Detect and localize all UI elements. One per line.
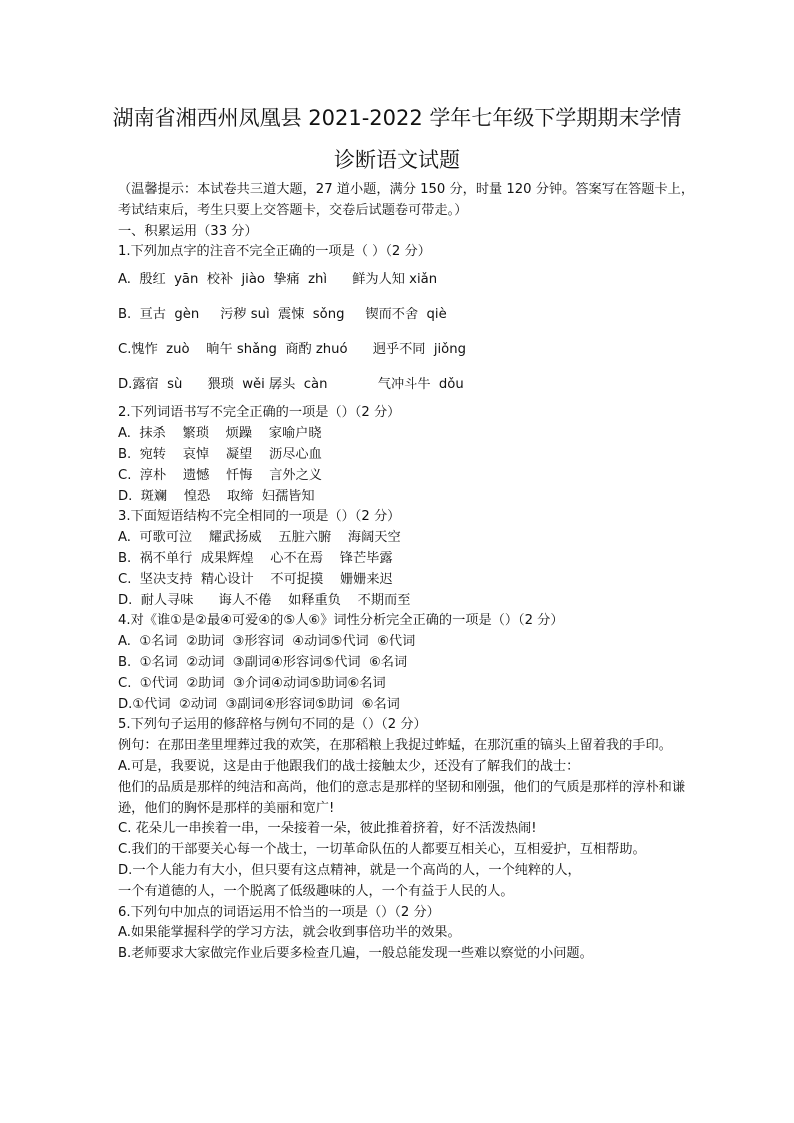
exam-content: [118, 180, 698, 965]
question-5-option-d-line2: 一个有道德的人，一个脱离了低级趣味的人，一个有益于人民的人。: [118, 883, 514, 899]
question-2-option-d: D. 斑斓 惶恐 取缔 妇孺皆知: [118, 488, 315, 504]
question-5-example: 例句：在那田垄里埋葬过我的欢笑，在那稻粮上我捉过蚱蜢，在那沉重的镐头上留着我的手印。: [118, 738, 672, 754]
question-5-option-d-line1: D.一个人能力有大小，但只要有这点精神，就是一个高尚的人，一个纯粹的人，: [118, 862, 581, 878]
question-6-stem: 6.下列句中加点的词语运用不恰当的一项是（）（2 分）: [118, 904, 440, 920]
question-4-option-a: A. ①名词 ②助词 ③形容词 ④动词⑤代词 ⑥代词: [118, 634, 416, 650]
question-4-option-b: B. ①名词 ②动词 ③副词④形容词⑤代词 ⑥名词: [118, 654, 408, 670]
question-4-option-c: C. ①代词 ②助词 ③介词④动词⑤助词⑥名词: [118, 675, 386, 691]
question-1-option-a: A. 殷红 yān 校补 jiào 挚痛 zhì 鲜为人知 xiǎn: [118, 272, 438, 288]
exam-title-line1: 湖南省湘西州凤凰县 2021-2022 学年七年级下学期期末学情: [112, 106, 682, 130]
question-1-option-c: C.愧怍 zuò 晌午 shǎng 商酌 zhuó 迥乎不同 jiǒng: [118, 341, 466, 357]
question-3-stem: 3.下面短语结构不完全相同的一项是（）（2 分）: [118, 509, 401, 525]
question-4-option-d: D.①代词 ②动词 ③副词④形容词⑤助词 ⑥名词: [118, 696, 400, 712]
question-5-option-a-line1: A.可是，我要说，这是由于他跟我们的战士接触太少，还没有了解我们的战士：: [118, 758, 580, 774]
question-5-stem: 5.下列句子运用的修辞格与例句不同的是（）（2 分）: [118, 717, 427, 733]
question-2-option-b: B. 宛转 哀悼 凝望 沥尽心血: [118, 446, 322, 462]
question-2-option-c: C. 淳朴 遗憾 忏悔 言外之义: [118, 467, 322, 483]
question-1-stem: 1.下列加点字的注音不完全正确的一项是（ ）（2 分）: [118, 244, 431, 260]
question-6-option-b: B.老师要求大家做完作业后要多检查几遍，一般总能发现一些难以察觉的小问题。: [118, 946, 593, 962]
question-3-option-a: A. 可歌可泣 耀武扬威 五脏六腑 海阔天空: [118, 530, 401, 546]
exam-title-line2: 诊断语文试题: [334, 148, 460, 172]
question-6-option-a: A.如果能掌握科学的学习方法，就会收到事倍功半的效果。: [118, 925, 461, 941]
exam-notice: （温馨提示：本试卷共三道大题，27 道小题，满分 150 分，时量 120 分钟。答案写在答题卡上，考试结束后，考生只要上交答题卡，交卷后试题卷可带走。）: [118, 182, 695, 218]
section-heading: 一、积累运用（33 分）: [118, 223, 258, 239]
question-2-stem: 2.下列词语书写不完全正确的一项是（）（2 分）: [118, 405, 401, 421]
question-1-option-d: D.露宿 sù 猥琐 wěi 孱头 càn 气冲斗牛 dǒu: [118, 376, 464, 392]
question-3-option-d: D. 耐人寻味 诲人不倦 如释重负 不期而至: [118, 592, 411, 608]
question-3-option-b: B. 祸不单行 成果辉煌 心不在焉 锋芒毕露: [118, 550, 393, 566]
question-2-option-a: A. 抹杀 繁琐 烦躁 家喻户晓: [118, 426, 322, 442]
question-5-option-a-line2: 他们的品质是那样的纯洁和高尚，他们的意志是那样的坚韧和刚强，他们的气质是那样的淳朴和谦逊，他们的胸怀是那样的美丽和宽广!: [118, 779, 686, 816]
question-3-option-c: C. 坚决支持 精心设计 不可捉摸 姗姗来迟: [118, 571, 393, 587]
question-1-option-b: B. 亘古 gèn 污秽 suì 震悚 sǒng 锲而不舍 qiè: [118, 306, 447, 322]
question-5-option-c1: C. 花朵儿一串挨着一串，一朵接着一朵，彼此推着挤着，好不活泼热闹!: [118, 821, 537, 837]
question-4-stem: 4.对《谁①是②最④可爱④的⑤人⑥》词性分析完全正确的一项是（）（2 分）: [118, 613, 564, 629]
question-5-option-c2: C.我们的干部要关心每一个战士，一切革命队伍的人都要互相关心，互相爱护，互相帮助。: [118, 842, 646, 858]
